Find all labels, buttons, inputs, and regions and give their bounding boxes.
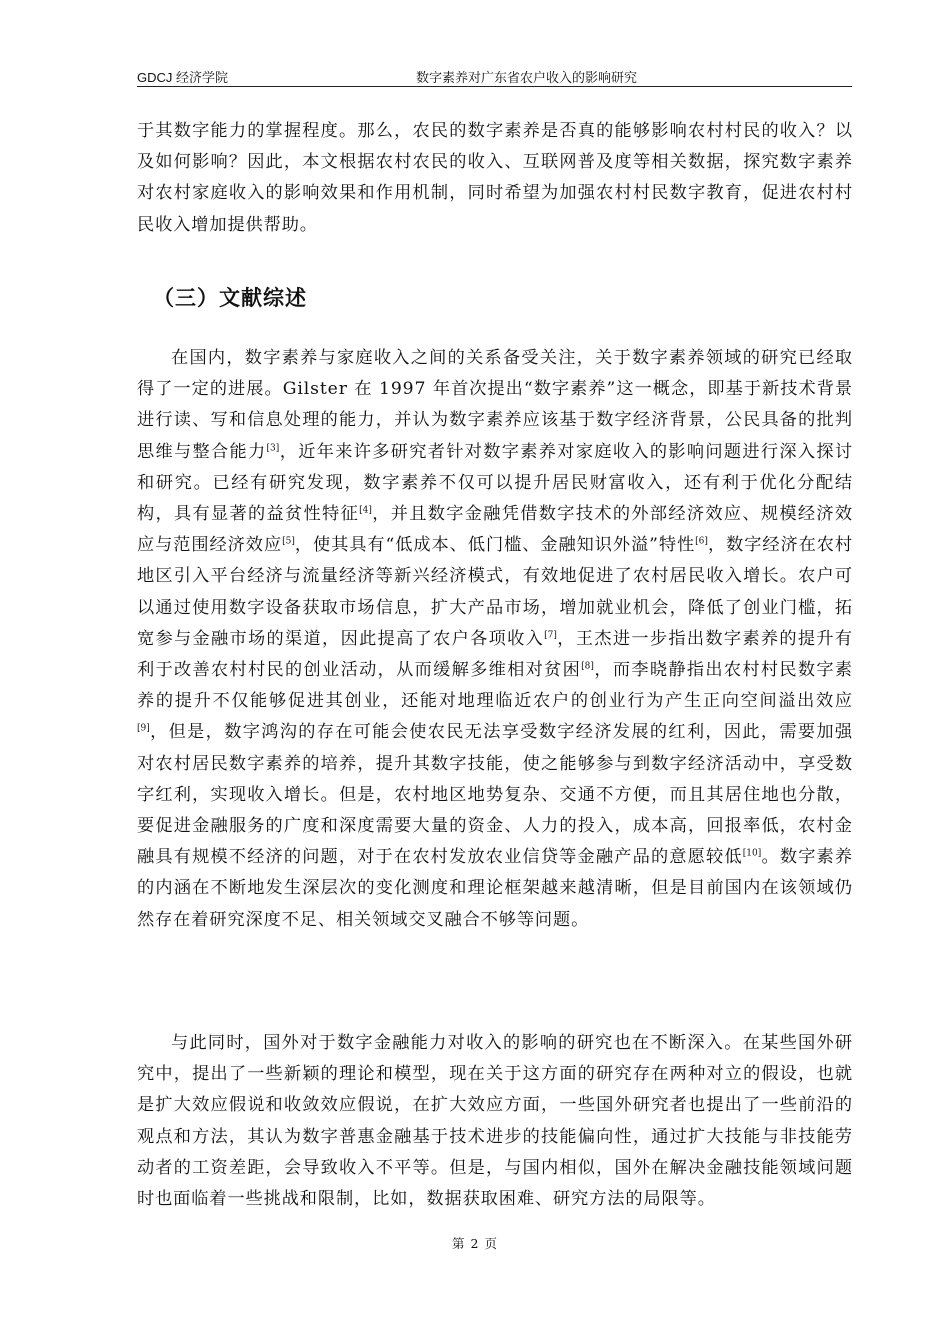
lit-text-3: ，并且数字金融凭借数字技术的外部经济效应、规模经济效应与范围经济效应 <box>137 504 853 556</box>
citation-4: [4] <box>359 505 372 516</box>
header-school: GDCJ 经济学院 <box>137 70 229 85</box>
intro-paragraph: 于其数字能力的掌握程度。那么，农民的数字素养是否真的能够影响农村村民的收入？以及如何影响？因此，本文根据农村农民的收入、互联网普及度等相关数据，探究数字素养对农村家庭收入的影响效果和作用机制，同时希望为加强农村村民数字教育，促进农村村民收入增加提供帮助。 <box>137 121 853 235</box>
citation-5: [5] <box>282 536 295 547</box>
citation-10: [10] <box>742 848 762 859</box>
lit-text-7: ，而李晓静指出农村村民数字素养的提升不仅能够促进其创业，还能对地理临近农户的创业行为产生正向空间溢出效应 <box>137 660 853 712</box>
lit-text-8: ，但是，数字鸿沟的存在可能会使农民无法享受数字经济发展的红利，因此，需要加强对农村居民数字素养的培养，提升其数字技能，使之能够参与到数字经济活动中，享受数字红利，实现收入增长。但是，农村地区地势复杂、交通不方便，而且其居住地也分散，要促进金融服务的广度和深度需要大量的资金、人力的投入，成本高，回报率低，农村金融具有规模不经济的问题，对于在农村发放农业信贷等金融产品的意愿较低 <box>137 722 853 868</box>
lit-text-6: ，王杰进一步指出数字素养的提升有利于改善农村村民的创业活动，从而缓解多维相对贫困 <box>137 628 853 681</box>
lit-text-5: ，数字经济在农村地区引入平台经济与流量经济等新兴经济模式，有效地促进了农村居民收入增长。农户可以通过使用数字设备获取市场信息，扩大产品市场，增加就业机会，降低了创业门槛，拓宽参与金融市场的渠道，因此提高了农户各项收入 <box>137 535 853 649</box>
lit-text-9: 。数字素养的内涵在不断地发生深层次的变化测度和理论框架越来越清晰，但是目前国内在该领域仍然存在着研究深度不足、相关领域交叉融合不够等问题。 <box>137 847 853 930</box>
section-heading: （三）文献综述 <box>153 286 307 310</box>
citation-7: [7] <box>544 630 557 641</box>
page-number: 第 2 页 <box>452 1236 498 1251</box>
lit-text-1: 在国内，数字素养与家庭收入之间的关系备受关注，关于数字素养领域的研究已经取得了一定的进展。Gilster 在 1997 年首次提出“数字素养”这一概念，即基于新技术背景进行读、写和信息处理的能力，并认为数字素养应该基于数字经济背景，公民具备的批判思维与整合能力 <box>137 348 853 462</box>
citation-9: [9] <box>137 723 150 734</box>
lit-text-2: ，近年来许多研究者针对数字素养对家庭收入的影响问题进行深入探讨和研究。已经有研究发现，数字素养不仅可以提升居民财富收入，还有利于优化分配结构，具有显著的益贫性特征 <box>137 441 853 525</box>
lit-text-4: ，使其具有“低成本、低门槛、金融知识外溢”特性 <box>294 535 696 556</box>
citation-3: [3] <box>266 442 280 453</box>
foreign-research-paragraph: 与此同时，国外对于数字金融能力对收入的影响的研究也在不断深入。在某些国外研究中，提出了一些新颖的理论和模型，现在关于这方面的研究存在两种对立的假设，也就是扩大效应假说和收敛效应假说，在扩大效应方面，一些国外研究者也提出了一些前沿的观点和方法，其认为数字普惠金融基于技术进步的技能偏向性，通过扩大技能与非技能劳动者的工资差距，会导致收入不平等。但是，与国内相似，国外在解决金融技能领域问题时也面临着一些挑战和限制，比如，数据获取困难、研究方法的局限等。 <box>137 1033 853 1210</box>
citation-6: [6] <box>695 536 708 547</box>
literature-review-paragraph <box>137 343 853 936</box>
page-header <box>137 66 852 87</box>
header-title: 数字素养对广东省农户收入的影响研究 <box>416 70 638 85</box>
citation-8: [8] <box>581 661 594 672</box>
